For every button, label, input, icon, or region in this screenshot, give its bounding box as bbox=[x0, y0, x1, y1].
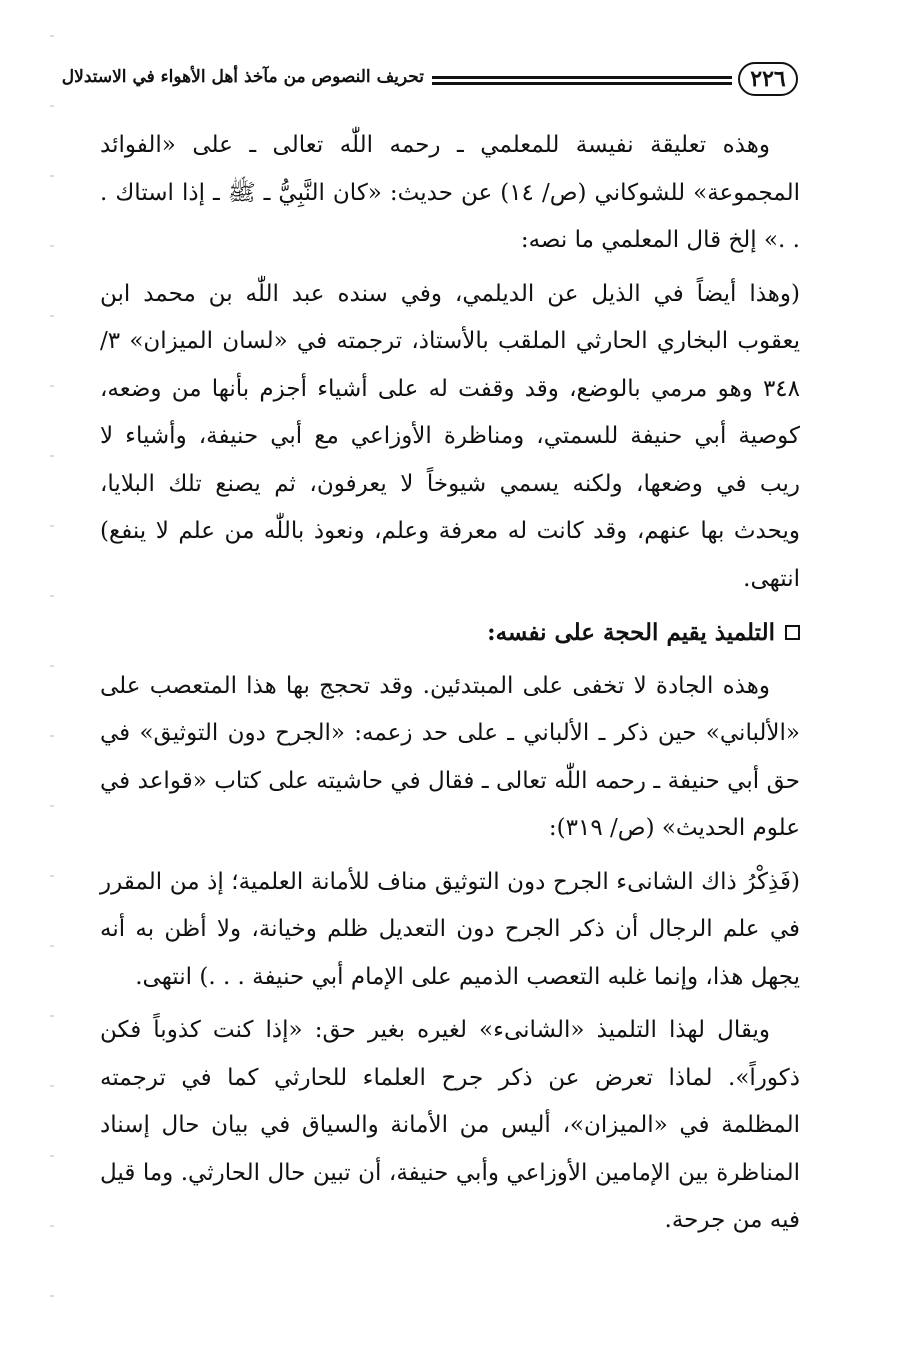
header-rule bbox=[432, 76, 732, 79]
square-bullet-icon bbox=[785, 625, 800, 640]
page-number: ٢٢٦ bbox=[738, 62, 798, 96]
section-heading-text: التلميذ يقيم الحجة على نفسه: bbox=[487, 619, 775, 646]
paragraph-quote-muallimi: (وهذا أيضاً في الذيل عن الديلمي، وفي سنده عبد اللّٰه بن محمد ابن يعقوب البخاري الحارثي الملقب بالأستاذ، ترجمته في «لسان الميزان» ٣/ ٣٤٨ وهو مرمي بالوضع، وقد وقفت له على أشياء أجزم بأنها من وضعه، كوصية أبي حنيفة للسمتي، ومناظرة الأوزاعي مع أبي حنيفة، وأشياء لا ريب في وضعها، ولكنه يسمي شيوخاً لا يعرفون، ثم يصنع تلك البلايا، ويحدث بها عنهم، وقد كانت له معرفة وعلم، ونعوذ باللّٰه من علم لا ينفع) انتهى. bbox=[100, 280, 800, 592]
paragraph-jadda: وهذه الجادة لا تخفى على المبتدئين. وقد تحجج بها هذا المتعصب على «الألباني» حين ذكر ـ الألباني ـ على حد زعمه: «الجرح دون التوثيق» في حق أبي حنيفة ـ رحمه اللّٰه تعالى ـ فقال في حاشيته على كتاب «قواعد في علوم الحديث» (ص/ ٣١٩): bbox=[100, 672, 800, 841]
paragraph-quote-footnote: (فَذِكْرُ ذاك الشانىء الجرح دون التوثيق مناف للأمانة العلمية؛ إذ من المقرر في علم الرجال أن ذكر الجرح دون التعديل ظلم وخيانة، ولا أظن به أنه يجهل هذا، وإنما غلبه التعصب الذميم على الإمام أبي حنيفة . . .) انتهى. bbox=[100, 868, 800, 990]
section-heading bbox=[100, 609, 800, 657]
running-title: تحريف النصوص من مآخذ أهل الأهواء في الاستدلال bbox=[61, 67, 424, 87]
paragraph-intro: وهذه تعليقة نفيسة للمعلمي ـ رحمه اللّٰه تعالى ـ على «الفوائد المجموعة» للشوكاني (ص/ ١٤) عن حديث: «كان النَّبِيُّ ـ ﷺ ـ إذا استاك . . .» إلخ قال المعلمي ما نصه: bbox=[100, 132, 800, 253]
paragraph-response: ويقال لهذا التلميذ «الشانىء» لغيره بغير حق: «إذا كنت كذوباً فكن ذكوراً». لماذا تعرض عن ذكر جرح العلماء للحارثي كما في ترجمته المظلمة في «الميزان»، أليس من الأمانة والسياق في بيان حال إسناد المناظرة بين الإمامين الأوزاعي وأبي حنيفة، أن تبين حال الحارثي. وما قيل فيه من جرحة. bbox=[100, 1017, 800, 1233]
scan-margin-marks bbox=[50, 35, 54, 1335]
page-body bbox=[100, 122, 800, 1251]
page-header bbox=[61, 62, 798, 102]
